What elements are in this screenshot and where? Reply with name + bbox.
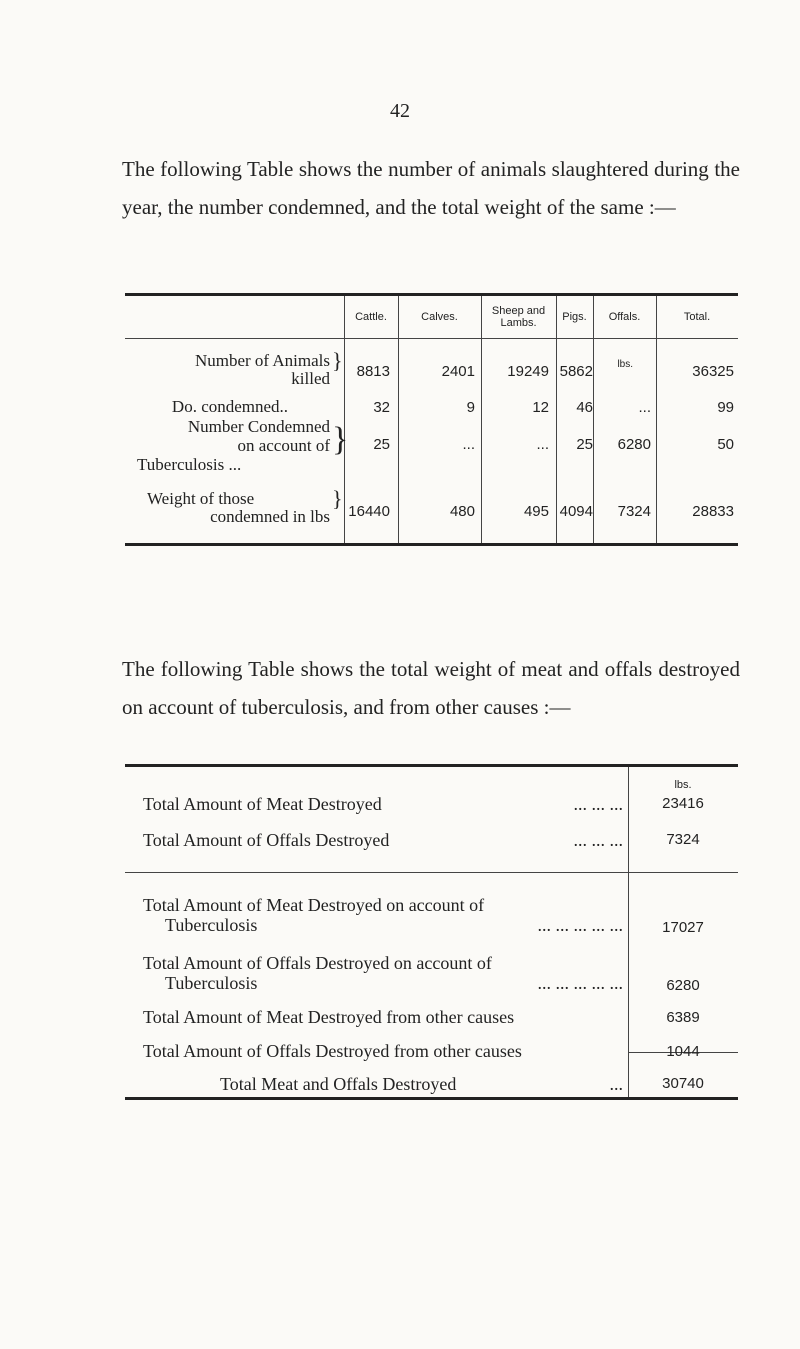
cell-cattle: 16440 [348, 503, 390, 520]
row-value: 1044 [666, 1043, 700, 1060]
row-label: Total Amount of Meat Destroyed on account of [143, 895, 485, 915]
cell-offals: ... [638, 399, 651, 416]
row-label: Total Amount of Offals Destroyed from other causes [143, 1041, 522, 1061]
row-label: Total Amount of Meat Destroyed [143, 794, 382, 814]
table-row [165, 915, 623, 936]
cell-sheep: 495 [523, 503, 549, 520]
cell-cattle: 8813 [356, 363, 390, 380]
total-value: 30740 [662, 1075, 704, 1092]
cell-offals: 6280 [617, 436, 651, 453]
unit-label: lbs. [674, 779, 692, 791]
header-pigs: Pigs. [562, 311, 587, 323]
table-row [143, 895, 623, 916]
cell-total: 36325 [692, 363, 734, 380]
row-label: Do. condemned.. [171, 397, 289, 416]
row-label: Tuberculosis ... [137, 455, 242, 474]
cell-sheep: ... [536, 436, 549, 453]
total-row [220, 1074, 623, 1095]
cell-calves: 480 [449, 503, 475, 520]
leader-dots: ... ... ... [573, 830, 623, 850]
leader-dots: ... ... ... [573, 794, 623, 814]
animals-slaughtered-table: Cattle. Calves. Sheep and Lambs. Pigs. Offals. Total. Number of Animals killed } 8813 2401 19249 5862 lbs. 36325 Do. condemned.. 32 9 12 46 ... 99 Number Condemned on account of Tuberculosis ... } 25 ... ... 25 6280 50 Weight of those condemned in lbs } 16440 480 495 4094 7324 28833 [125, 293, 738, 546]
cell-pigs: 5862 [559, 363, 593, 380]
table-row [143, 1041, 623, 1062]
row-label: Tuberculosis [165, 915, 258, 935]
leader-dots: ... ... ... ... ... [537, 915, 623, 935]
cell-cattle: 32 [373, 399, 390, 416]
cell-total: 50 [717, 436, 734, 453]
table-row [165, 973, 623, 994]
leader-dots: ... ... ... ... ... [537, 973, 623, 993]
cell-cattle: 25 [373, 436, 390, 453]
header-total: Total. [683, 311, 711, 323]
cell-pigs: 25 [576, 436, 593, 453]
cell-offals: 7324 [617, 503, 651, 520]
table-row [143, 953, 623, 974]
row-value: 6389 [666, 1009, 700, 1026]
cell-sheep: 12 [532, 399, 549, 416]
header-cattle: Cattle. [355, 311, 387, 323]
cell-calves: 2401 [441, 363, 475, 380]
cell-calves: ... [462, 436, 475, 453]
table-row [143, 1007, 623, 1028]
meat-destroyed-table [125, 764, 738, 1100]
row-value: 6280 [666, 977, 700, 994]
total-label: Total Meat and Offals Destroyed [220, 1074, 457, 1094]
page-number: 42 [390, 100, 410, 122]
header-calves: Calves. [421, 311, 458, 323]
cell-sheep: 19249 [507, 363, 549, 380]
cell-offals-unit: lbs. [617, 359, 633, 370]
header-offals: Offals. [608, 311, 641, 323]
intro-paragraph-1: The following Table shows the number of animals slaughtered during the year, the number condemned, and the total weight of the same :— [122, 157, 740, 219]
row-label: Total Amount of Offals Destroyed on account of [143, 953, 492, 973]
row-label: Total Amount of Meat Destroyed from other causes [143, 1007, 515, 1027]
cell-calves: 9 [466, 399, 475, 416]
row-label: Weight of those [147, 489, 255, 508]
cell-total: 99 [717, 399, 734, 416]
row-label: killed [291, 369, 330, 388]
row-value: 23416 [662, 795, 704, 812]
leader-dots: ... [609, 1074, 623, 1094]
cell-pigs: 46 [576, 399, 593, 416]
table-row [143, 830, 623, 851]
row-label: condemned in lbs [210, 507, 330, 526]
row-label: Total Amount of Offals Destroyed [143, 830, 390, 850]
header-sheep-lambs: Sheep and Lambs. [491, 305, 546, 329]
intro-paragraph-2: The following Table shows the total weight of meat and offals destroyed on account of tuberculosis, and from other causes :— [122, 657, 740, 719]
cell-pigs: 4094 [559, 503, 593, 520]
row-value: 7324 [666, 831, 700, 848]
table-row [143, 794, 623, 815]
cell-total: 28833 [692, 503, 734, 520]
row-label: on account of [237, 436, 330, 455]
row-value: 17027 [662, 919, 704, 936]
row-label: Tuberculosis [165, 973, 258, 993]
row-label: Number of Animals [194, 351, 330, 370]
row-label: Number Condemned [187, 417, 330, 436]
